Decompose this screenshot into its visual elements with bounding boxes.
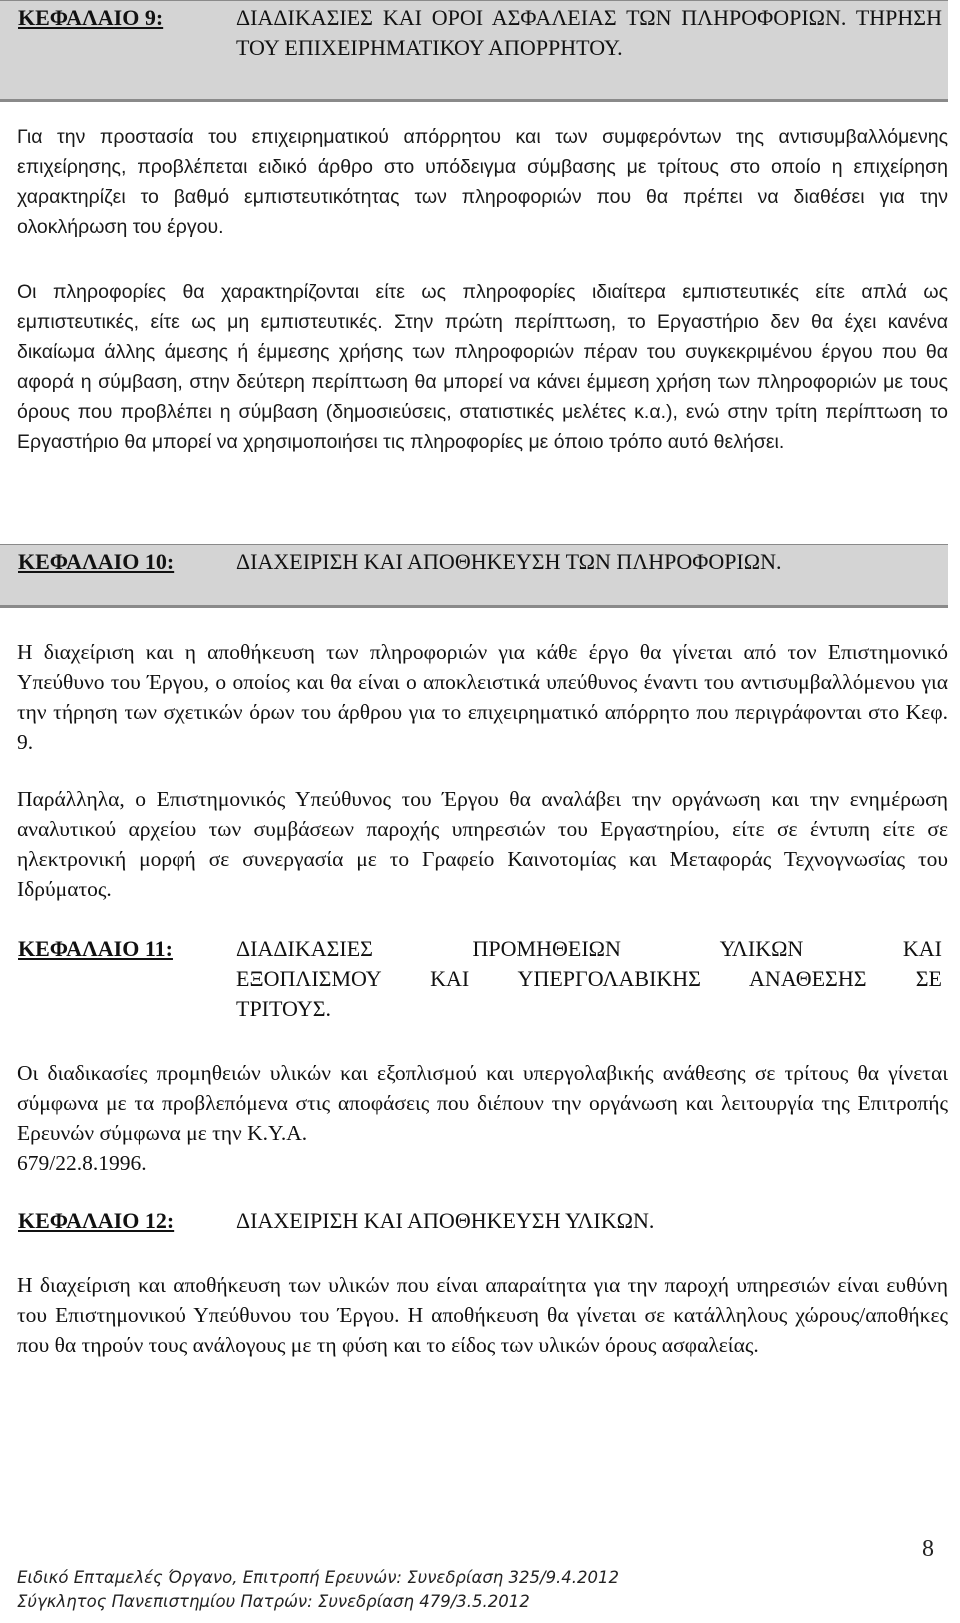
footer-line-1: Ειδικό Επταμελές Όργανο, Επιτροπή Ερευνών: Συνεδρίαση 325/9.4.2012 <box>17 1568 620 1587</box>
chapter-12-label: ΚΕΦΑΛΑΙΟ 12: <box>18 1208 175 1233</box>
chapter-9-label: ΚΕΦΑΛΑΙΟ 9: <box>18 5 164 30</box>
page-footer <box>17 1566 619 1614</box>
chapter-11-paragraph-2: 679/22.8.1996. <box>17 1151 147 1175</box>
page-number: 8 <box>922 1536 934 1562</box>
chapter-9-paragraph-1: Για την προστασία του επιχειρηματικού απόρρητου και των συμφερόντων της αντισυμβαλλόμενης επιχείρησης, προβλέπεται ειδικό άρθρο στο υπόδειγμα σύμβασης με τρίτους στο οποίο η επιχείρηση χαρακτηρίζει το βαθμό εμπιστευτικότητας των πληροφοριών που θα πρέπει να διαθέσει για την ολοκλήρωση του έργου. <box>17 126 948 238</box>
chapter-10-label: ΚΕΦΑΛΑΙΟ 10: <box>18 549 175 574</box>
chapter-11-title-line-1: ΔΙΑΔΙΚΑΣΙΕΣ ΠΡΟΜΗΘΕΙΩΝ ΥΛΙΚΩΝ ΚΑΙ <box>236 936 942 961</box>
chapter-11-label: ΚΕΦΑΛΑΙΟ 11: <box>18 936 173 961</box>
footer-line-2: Σύγκλητος Πανεπιστημίου Πατρών: Συνεδρίαση 479/3.5.2012 <box>17 1592 530 1611</box>
chapter-12-paragraph-1: Η διαχείριση και αποθήκευση των υλικών που είναι απαραίτητα για την παροχή υπηρεσιών είναι ευθύνη του Επιστημονικού Υπεύθυνου του Έργου. Η αποθήκευση θα γίνεται σε κατάλληλους χώρους/αποθήκες που θα τηρούν τους ανάλογους με τη φύση και το είδος των υλικών όρους ασφαλείας. <box>17 1273 948 1357</box>
chapter-11-title <box>236 934 948 1024</box>
chapter-11-heading <box>0 934 948 1024</box>
chapter-9-title: ΔΙΑΔΙΚΑΣΙΕΣ ΚΑΙ ΟΡΟΙ ΑΣΦΑΛΕΙΑΣ ΤΩΝ ΠΛΗΡΟΦΟΡΙΩΝ. ΤΗΡΗΣΗ ΤΟΥ ΕΠΙΧΕΙΡΗΜΑΤΙΚΟΥ ΑΠΟΡΡΗΤΟΥ. <box>236 5 942 60</box>
chapter-9-paragraph-2: Οι πληροφορίες θα χαρακτηρίζονται είτε ως πληροφορίες ιδιαίτερα εμπιστευτικές είτε απλά ως εμπιστευτικές, είτε ως μη εμπιστευτικές. Στην πρώτη περίπτωση, το Εργαστήριο δεν θα έχει κανένα δικαίωμα άλλης άμεσης ή έμμεσης χρήσης των πληροφοριών πέραν του συγκεκριμένου έργου που θα αφορά η σύμβαση, στην δεύτερη περίπτωση θα μπορεί να κάνει έμμεση χρήση των πληροφοριών με τους όρους που προβλέπει η σύμβαση (δημοσιεύσεις, στατιστικές μελέτες κ.α.), ενώ στην τρίτη περίπτωση το Εργαστήριο θα μπορεί να χρησιμοποιήσει τις πληροφορίες με όποιο τρόπο αυτό θελήσει. <box>17 281 948 453</box>
chapter-11-paragraph-1: Οι διαδικασίες προμηθειών υλικών και εξοπλισμού και υπεργολαβικής ανάθεσης σε τρίτους θα γίνεται σύμφωνα με τα προβλεπόμενα στις αποφάσεις που διέπουν την οργάνωση και λειτουργία της Επιτροπής Ερευνών σύμφωνα με την Κ.Υ.Α. <box>17 1061 948 1145</box>
chapter-11-title-line-3: ΤΡΙΤΟΥΣ. <box>236 996 332 1021</box>
chapter-12-title: ΔΙΑΧΕΙΡΙΣΗ ΚΑΙ ΑΠΟΘΗΚΕΥΣΗ ΥΛΙΚΩΝ. <box>236 1208 655 1233</box>
chapter-11-title-line-2: ΕΞΟΠΛΙΣΜΟΥ ΚΑΙ ΥΠΕΡΓΟΛΑΒΙΚΗΣ ΑΝΑΘΕΣΗΣ ΣΕ <box>236 966 942 991</box>
chapter-12-heading <box>0 1206 948 1236</box>
chapter-10-title: ΔΙΑΧΕΙΡΙΣΗ ΚΑΙ ΑΠΟΘΗΚΕΥΣΗ ΤΩΝ ΠΛΗΡΟΦΟΡΙΩΝ. <box>236 549 782 574</box>
chapter-10-heading <box>0 544 948 608</box>
chapter-10-paragraph-1: Η διαχείριση και η αποθήκευση των πληροφοριών για κάθε έργο θα γίνεται από τον Επιστημονικό Υπεύθυνο του Έργου, ο οποίος και θα είναι ο αποκλειστικά υπεύθυνος έναντι του αντισυμβαλλόμενου για την τήρηση των σχετικών όρων του άρθρου για το επιχειρηματικό απόρρητο που περιγράφονται στο Κεφ. 9. <box>17 640 948 754</box>
chapter-10-paragraph-2: Παράλληλα, ο Επιστημονικός Υπεύθυνος του Έργου θα αναλάβει την οργάνωση και την ενημέρωση αναλυτικού αρχείου των συμβάσεων παροχής υπηρεσιών του Εργαστηρίου, είτε σε έντυπη είτε σε ηλεκτρονική μορφή σε συνεργασία με το Γραφείο Καινοτομίας και Μεταφοράς Τεχνογνωσίας του Ιδρύματος. <box>17 787 948 901</box>
chapter-9-heading <box>0 0 948 102</box>
